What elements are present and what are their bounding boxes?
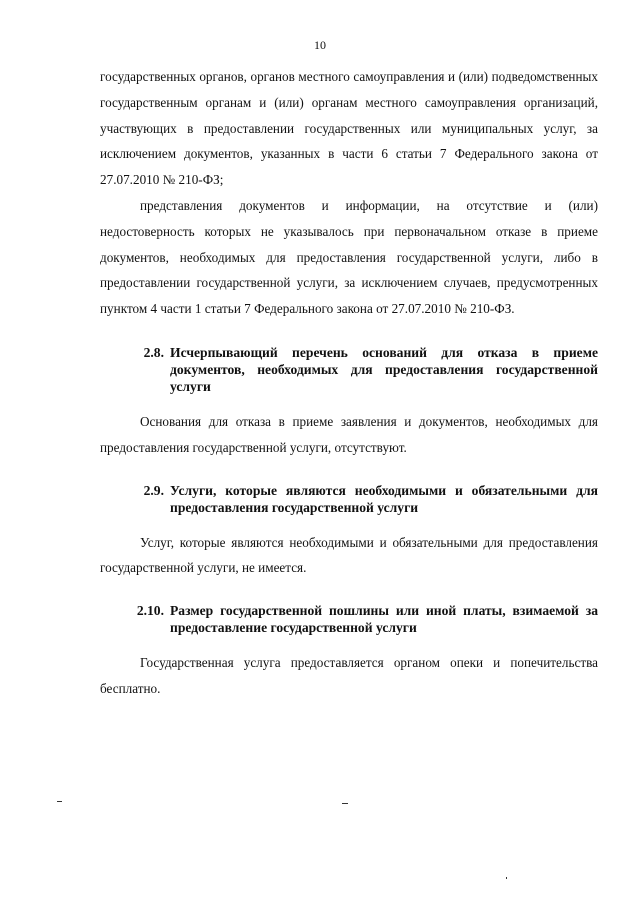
scan-artifact-mark [342, 803, 348, 804]
paragraph-continuation: государственных органов, органов местного самоуправления и (или) подведомственных государственным органам и (или) органам местного самоуправления организаций, участвующих в предоставлении государственных или муниципальных услуг, за исключением документов, указанных в части 6 статьи 7 Федерального закона от 27.07.2010 № 210-ФЗ; [100, 69, 598, 188]
section-title: Исчерпывающий перечень оснований для отказа в приеме документов, необходимых для предоставления государственной услуги [170, 344, 598, 394]
section-heading-2-9 [100, 482, 598, 516]
section-title: Услуги, которые являются необходимыми и обязательными для предоставления государственной услуги [170, 482, 598, 515]
section-text-2-9: Услуг, которые являются необходимыми и обязательными для предоставления государственной услуги, не имеется. [100, 534, 598, 576]
section-heading-2-8 [100, 344, 598, 395]
scan-artifact-mark [506, 877, 507, 879]
section-number: 2.8. [143, 344, 164, 360]
section-number: 2.9. [143, 482, 164, 498]
page-number: 10 [314, 38, 326, 52]
page-content [100, 64, 598, 702]
section-number: 2.10. [136, 603, 164, 619]
paragraph-item: представления документов и информации, на отсутствие и (или) недостоверность которых не указывалось при первоначальном отказе в приеме документов, необходимых для предоставления государственной услуги, либо в предоставлении государственной услуги, за исключением случаев, предусмотренных пунктом 4 части 1 статьи 7 Федерального закона от 27.07.2010 № 210-ФЗ. [100, 197, 598, 317]
section-text-2-8: Основания для отказа в приеме заявления и документов, необходимых для предоставления государственной услуги, отсутствуют. [100, 413, 598, 455]
section-title: Размер государственной пошлины или иной платы, взимаемой за предоставление государственной услуги [170, 603, 598, 636]
scan-artifact-mark [57, 801, 62, 802]
section-heading-2-10 [100, 602, 598, 636]
section-text-2-10: Государственная услуга предоставляется органом опеки и попечительства бесплатно. [100, 655, 598, 696]
